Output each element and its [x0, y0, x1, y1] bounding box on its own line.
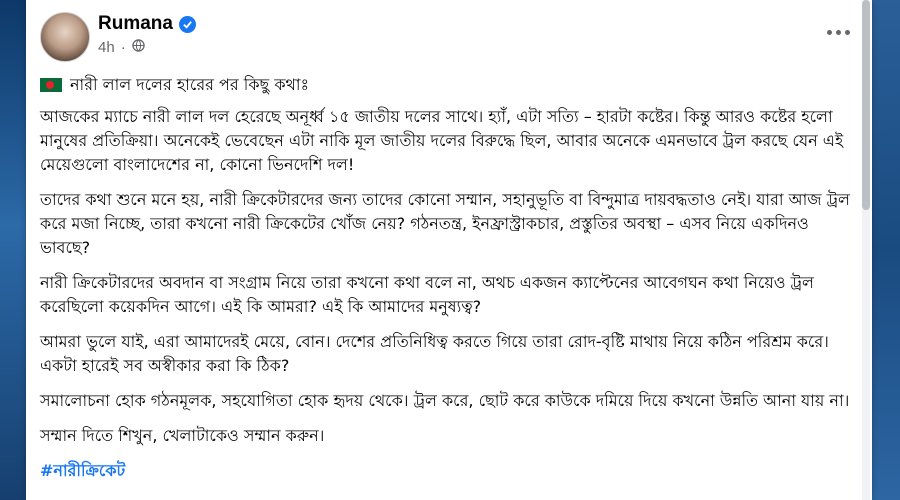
- scrollbar-thumb[interactable]: [862, 0, 870, 210]
- author-row: [98, 13, 196, 35]
- hashtag-link[interactable]: #নারীক্রিকেট: [40, 461, 126, 480]
- meta-separator: ·: [120, 39, 126, 56]
- post-paragraph-5: সমালোচনা হোক গঠনমূলক, সহযোগিতা হোক হৃদয় থেকে। ট্রল করে, ছোট করে কাউকে দমিয়ে দিয়ে কখনো উন্নতি আনা যায় না।: [40, 391, 850, 410]
- globe-icon: [132, 39, 145, 56]
- more-options-icon[interactable]: [820, 22, 856, 42]
- post-heading-text: নারী লাল দলের হারের পর কিছু কথাঃ: [70, 75, 310, 94]
- background-right: [868, 0, 900, 500]
- avatar[interactable]: [40, 12, 90, 62]
- post-paragraph-4: আমরা ভুলে যাই, এরা আমাদেরই মেয়ে, বোন। দেশের প্রতিনিধিত্ব করতে গিয়ে তারা রোদ-বৃষ্টি মাথায় নিয়ে কঠিন পরিশ্রম করে। একটা হারেই সব অস্বীকার করা কি ঠিক?: [40, 332, 829, 375]
- author-name[interactable]: Rumana: [98, 13, 173, 34]
- post-meta: [98, 39, 145, 56]
- post-paragraph-6: সম্মান দিতে শিখুন, খেলাটাকেও সম্মান করুন।: [40, 426, 325, 445]
- post-paragraph-2: তাদের কথা শুনে মনে হয়, নারী ক্রিকেটারদের জন্য তাদের কোনো সম্মান, সহানুভূতি বা বিন্দুমাত্র দায়বদ্ধতাও নেই। যারা আজ ট্রল করে মজা নিচ্ছে, তারা কখনো নারী ক্রিকেটের খোঁজ নেয়? গঠনতন্ত্র, ইনফ্রাস্ট্রাকচার, প্রস্তুতির অবস্থা – এসব নিয়ে একদিনও ভাবছে?: [40, 190, 850, 257]
- post-paragraph-3: নারী ক্রিকেটারদের অবদান বা সংগ্রাম নিয়ে তারা কখনো কথা বলে না, অথচ একজন ক্যাপ্টেনের আবেগঘন কথা নিয়েও ট্রল করেছিলো কয়েকদিন আগে। এই কি আমরা? এই কি আমাদের মনুষ্যত্ব?: [40, 273, 814, 316]
- background-left: [0, 0, 26, 500]
- post-paragraph-1: আজকের ম্যাচে নারী লাল দল হেরেছে অনূর্ধ্ব ১৫ জাতীয় দলের সাথে। হ্যাঁ, এটা সত্যি – হারটা কষ্টের। কিন্তু আরও কষ্টের হলো মানুষের প্রতিক্রিয়া। অনেকেই ভেবেছেন এটা নাকি মূল জাতীয় দলের বিরুদ্ধে ছিল, আবার অনেকে এমনভাবে ট্রল করছে যেন এই মেয়েগুলো বাংলাদেশের না, কোনো ভিনদেশি দল!: [40, 107, 844, 174]
- post-body: [40, 73, 850, 483]
- verified-badge-icon: [179, 16, 196, 33]
- bangladesh-flag-icon: [40, 78, 62, 92]
- post-time[interactable]: 4h: [98, 39, 115, 56]
- post-heading: [40, 73, 850, 97]
- post-card: [26, 0, 872, 500]
